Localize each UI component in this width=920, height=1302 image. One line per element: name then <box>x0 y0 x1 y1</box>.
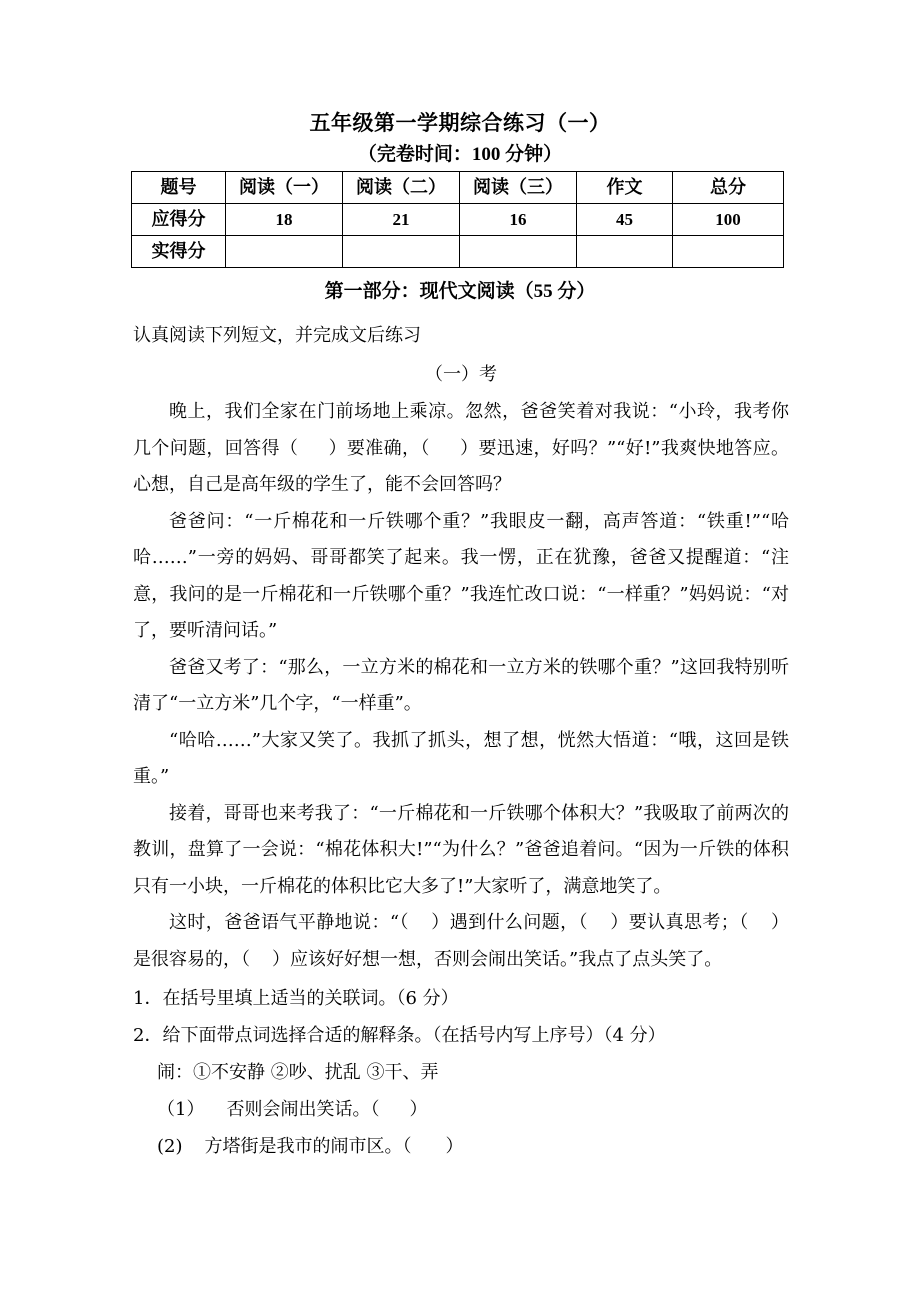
passage-paragraph: 爸爸又考了：“那么，一立方米的棉花和一立方米的铁哪个重？”这回我特别听清了“一立方米”几个字，“一样重”。 <box>133 656 789 714</box>
paragraph-text-segment: ）遇到什么问题，（ <box>430 912 588 933</box>
sub-item-number: (2) <box>157 1136 183 1157</box>
row-header-cell: 应得分 <box>132 204 226 236</box>
paragraph-text-segment: 这时，爸爸语气平静地说：“（ <box>169 912 409 933</box>
passage-paragraph: 接着，哥哥也来考我了：“一斤棉花和一斤铁哪个体积大？”我吸取了前两次的教训，盘算了一会说：“棉花体积大!”“为什么？”爸爸追着问。“因为一斤铁的体积只有一小块，一斤棉花的体积比它大多了!”大家听了，满意地笑了。 <box>133 802 789 897</box>
paragraph-text-segment: ）是很容易的，（ <box>133 912 790 970</box>
paragraph-text-segment: ）应该好好想一想，否则会闹出笑话。”我点了点头笑了。 <box>272 948 723 970</box>
sub-item-close-paren: ） <box>445 1136 464 1157</box>
passage-paragraph <box>133 394 789 504</box>
row-header-cell: 实得分 <box>132 236 226 268</box>
sub-item-number: （1） <box>157 1099 205 1120</box>
score-table <box>131 171 784 268</box>
table-cell: 作文 <box>577 172 673 204</box>
table-cell: 16 <box>460 204 577 236</box>
table-cell: 21 <box>343 204 460 236</box>
sub-item-sentence: 否则会闹出笑话。（ <box>226 1099 380 1120</box>
score-entry-cell[interactable] <box>226 236 343 268</box>
question-definitions: 闹：①不安静 ②吵、扰乱 ③干、弄 <box>157 1062 439 1083</box>
table-cell: 阅读（三） <box>460 172 577 204</box>
passage-title: （一）考 <box>425 364 497 385</box>
table-row <box>132 204 784 236</box>
title-block <box>0 108 920 170</box>
page-title: 五年级第一学期综合练习（一） <box>309 111 611 135</box>
passage-paragraph <box>133 905 789 978</box>
score-entry-cell[interactable] <box>673 236 784 268</box>
question-item: 2．给下面带点词选择合适的解释条。（在括号内写上序号）（4 分） <box>133 1025 666 1046</box>
table-cell: 阅读（一） <box>226 172 343 204</box>
body-area <box>133 318 789 1165</box>
passage-paragraph: 爸爸问：“一斤棉花和一斤铁哪个重？”我眼皮一翻，高声答道：“铁重!”“哈哈……”一旁的妈妈、哥哥都笑了起来。我一愣，正在犹豫，爸爸又提醒道：“注意，我问的是一斤棉花和一斤铁哪个重？”我连忙改口说：“一样重？”妈妈说：“对了，要听清问话。” <box>133 510 789 641</box>
score-entry-cell[interactable] <box>343 236 460 268</box>
paragraph-text-segment: 晚上，我们全家在门前场地上乘凉。忽然，爸爸笑着对我说：“小玲，我考你几个问题，回答得（ <box>133 401 789 459</box>
row-header-cell: 题号 <box>132 172 226 204</box>
table-row <box>132 172 784 204</box>
score-entry-cell[interactable] <box>460 236 577 268</box>
table-cell: 阅读（二） <box>343 172 460 204</box>
section-heading: 第一部分：现代文阅读（55 分） <box>324 281 596 302</box>
sub-item-sentence: 方塔街是我市的闹市区。（ <box>204 1136 412 1157</box>
question-item: 1．在括号里填上适当的关联词。（6 分） <box>133 988 459 1009</box>
page-subtitle: （完卷时间：100 分钟） <box>357 144 563 165</box>
sub-item-close-paren: ） <box>409 1099 428 1120</box>
table-cell: 45 <box>577 204 673 236</box>
table-cell: 总分 <box>673 172 784 204</box>
paragraph-text-segment: ）要准确，（ <box>328 437 430 459</box>
question-sub-item <box>133 1091 789 1128</box>
question-sub-item <box>133 1128 789 1165</box>
passage-paragraph: “哈哈……”大家又笑了。我抓了抓头，想了想，恍然大悟道：“哦，这回是铁重。” <box>133 729 789 787</box>
score-entry-cell[interactable] <box>577 236 673 268</box>
table-row <box>132 236 784 268</box>
table-cell: 100 <box>673 204 784 236</box>
table-cell: 18 <box>226 204 343 236</box>
paragraph-text-segment: ）要迅速，好吗？”“好!”我爽快地答应。心想，自己是高年级的学生了，能不会回答吗？ <box>133 437 790 495</box>
reading-instruction: 认真阅读下列短文，并完成文后练习 <box>133 325 421 346</box>
paragraph-text-segment: ）要认真思考；（ <box>609 912 749 933</box>
